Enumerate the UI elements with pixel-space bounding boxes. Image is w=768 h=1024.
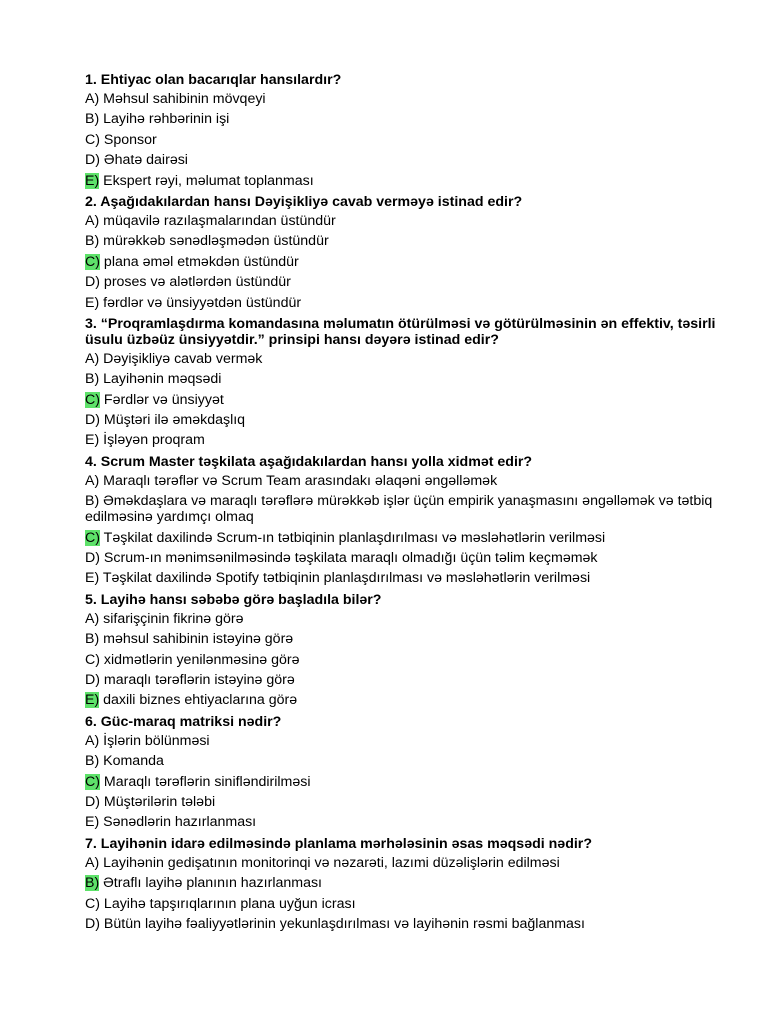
option-letter: D)	[85, 152, 100, 169]
answer-option	[85, 855, 735, 875]
option-letter: A)	[85, 212, 100, 229]
option-letter: A)	[85, 610, 100, 627]
option-letter: C)	[85, 895, 100, 912]
option-text: Ətraflı layihə planının hazırlanması	[99, 875, 322, 892]
option-text: xidmətlərin yenilənməsinə görə	[99, 651, 300, 668]
answer-option	[85, 233, 735, 253]
option-letter: B)	[85, 111, 100, 128]
option-letter: B)	[85, 631, 100, 648]
option-text: Ekspert rəyi, məlumat toplanması	[99, 172, 314, 189]
answer-option	[85, 132, 735, 152]
option-text: məhsul sahibinin istəyinə görə	[99, 631, 294, 648]
answer-option	[85, 412, 735, 432]
option-letter: E)	[85, 294, 100, 311]
answer-option	[85, 274, 735, 294]
answer-option	[85, 550, 735, 570]
answer-option	[85, 652, 735, 672]
answer-option	[85, 213, 735, 233]
option-text: Müştəri ilə əməkdaşlıq	[99, 412, 246, 429]
option-letter: A)	[85, 350, 100, 367]
option-text: Əməkdaşlara və maraqlı tərəflərə mürəkkəb işlər üçün empirik yanaşmasını əngəlləmək və tətbiq edilməsinə yardımçı olmaq	[85, 493, 713, 526]
question-text: 4. Scrum Master təşkilata aşağıdakılardan hansı yolla xidmət edir?	[85, 453, 533, 470]
answer-option	[85, 473, 735, 493]
option-letter: D)	[85, 671, 100, 688]
answer-option	[85, 91, 735, 111]
option-text: Maraqlı tərəflərin sinifləndirilməsi	[99, 773, 311, 790]
question-text: 2. Aşağıdakılardan hansı Dəyişikliyə cavab verməyə istinad edir?	[85, 193, 523, 210]
question-block	[85, 591, 735, 713]
option-letter: D)	[85, 412, 100, 429]
option-text: Layihənin məqsədi	[99, 371, 222, 388]
answer-option	[85, 351, 735, 371]
option-text: Sənədlərin hazırlanması	[99, 814, 257, 831]
option-letter: E)	[85, 814, 100, 831]
answer-option	[85, 672, 735, 692]
question-text: 6. Güc-maraq matriksi nədir?	[85, 713, 282, 730]
option-text: Layihə rəhbərinin işi	[99, 111, 230, 128]
question-text: 1. Ehtiyac olan bacarıqlar hansılardır?	[85, 72, 342, 88]
answer-option	[85, 916, 735, 936]
correct-answer-marker: E)	[85, 692, 100, 709]
question-block	[85, 453, 735, 591]
option-letter: A)	[85, 854, 100, 871]
option-letter: D)	[85, 915, 100, 932]
correct-answer-marker: E)	[85, 172, 100, 189]
correct-answer-marker: C)	[85, 529, 100, 546]
answer-option	[85, 570, 735, 590]
option-letter: B)	[85, 493, 100, 510]
answer-option	[85, 295, 735, 315]
option-text: sifarişçinin fikrinə görə	[99, 610, 244, 627]
option-letter: C)	[85, 131, 100, 148]
answer-option	[85, 530, 735, 550]
option-letter: C)	[85, 651, 100, 668]
question-text: 5. Layihə hansı səbəbə görə başladıla bilər?	[85, 591, 382, 608]
answer-option	[85, 111, 735, 131]
question-block	[85, 315, 735, 453]
option-text: müqavilə razılaşmalarından üstündür	[99, 212, 336, 229]
option-text: Sponsor	[99, 131, 157, 148]
option-text: Məhsul sahibinin mövqeyi	[99, 91, 266, 107]
answer-option	[85, 392, 735, 412]
answer-option	[85, 173, 735, 193]
question-text: 3. “Proqramlaşdırma komandasına məlumatın ötürülməsi və götürülməsinin ən effektiv, təsirli üsulu üzbəüz ünsiyyətdir.” prinsipi hansı dəyərə istinad edir?	[85, 315, 716, 348]
option-letter: B)	[85, 371, 100, 388]
answer-option	[85, 254, 735, 274]
answer-option	[85, 896, 735, 916]
correct-answer-marker: C)	[85, 391, 100, 408]
option-text: Təşkilat daxilində Spotify tətbiqinin planlaşdırılması və məsləhətlərin verilməsi	[99, 570, 591, 587]
option-text: mürəkkəb sənədləşmədən üstündür	[99, 233, 329, 250]
answer-option	[85, 152, 735, 172]
answer-option	[85, 794, 735, 814]
option-text: Layihənin gedişatının monitorinqi və nəzarəti, lazımi düzəlişlərin edilməsi	[99, 854, 560, 871]
option-text: Komanda	[99, 753, 164, 770]
option-letter: A)	[85, 732, 100, 749]
option-text: plana əməl etməkdən üstündür	[99, 253, 299, 270]
option-text: Əhatə dairəsi	[99, 152, 188, 169]
option-text: Layihə tapşırıqlarının plana uyğun icrası	[99, 895, 356, 912]
correct-answer-marker: B)	[85, 875, 100, 892]
option-letter: E)	[85, 432, 100, 449]
question-text: 7. Layihənin idarə edilməsində planlama mərhələsinin əsas məqsədi nədir?	[85, 835, 592, 852]
answer-option	[85, 432, 735, 452]
answer-option	[85, 611, 735, 631]
answer-option	[85, 631, 735, 651]
question-block	[85, 713, 735, 835]
question-block	[85, 193, 735, 315]
question-block	[85, 71, 735, 193]
answer-option	[85, 692, 735, 712]
option-text: Scrum-ın mənimsənilməsində təşkilata maraqlı olmadığı üçün təlim keçməmək	[99, 550, 598, 567]
option-text: Təşkilat daxilində Scrum-ın tətbiqinin planlaşdırılması və məsləhətlərin verilməsi	[99, 529, 606, 546]
option-letter: D)	[85, 793, 100, 810]
option-letter: D)	[85, 274, 100, 291]
answer-option	[85, 814, 735, 834]
option-letter: D)	[85, 550, 100, 567]
option-text: Maraqlı tərəflər və Scrum Team arasındakı əlaqəni əngəlləmək	[99, 472, 498, 489]
option-text: fərdlər və ünsiyyətdən üstündür	[99, 294, 302, 311]
option-letter: A)	[85, 91, 100, 107]
option-letter: B)	[85, 233, 100, 250]
correct-answer-marker: C)	[85, 773, 100, 790]
option-text: daxili biznes ehtiyaclarına görə	[99, 692, 298, 709]
answer-option	[85, 733, 735, 753]
correct-answer-marker: C)	[85, 253, 100, 270]
quiz-document	[85, 71, 735, 936]
answer-option	[85, 371, 735, 391]
option-text: Bütün layihə fəaliyyətlərinin yekunlaşdırılması və layihənin rəsmi bağlanması	[99, 915, 585, 932]
question-block	[85, 835, 735, 937]
option-letter: E)	[85, 570, 100, 587]
option-text: Müştərilərin tələbi	[99, 793, 216, 810]
option-text: Fərdlər və ünsiyyət	[99, 391, 224, 408]
option-text: Dəyişikliyə cavab vermək	[99, 350, 263, 367]
option-text: İşləyən proqram	[99, 432, 205, 449]
answer-option	[85, 493, 735, 529]
option-letter: A)	[85, 472, 100, 489]
answer-option	[85, 774, 735, 794]
option-letter: B)	[85, 753, 100, 770]
option-text: maraqlı tərəflərin istəyinə görə	[99, 671, 295, 688]
option-text: proses və alətlərdən üstündür	[99, 274, 291, 291]
option-text: İşlərin bölünməsi	[99, 732, 210, 749]
answer-option	[85, 753, 735, 773]
answer-option	[85, 875, 735, 895]
